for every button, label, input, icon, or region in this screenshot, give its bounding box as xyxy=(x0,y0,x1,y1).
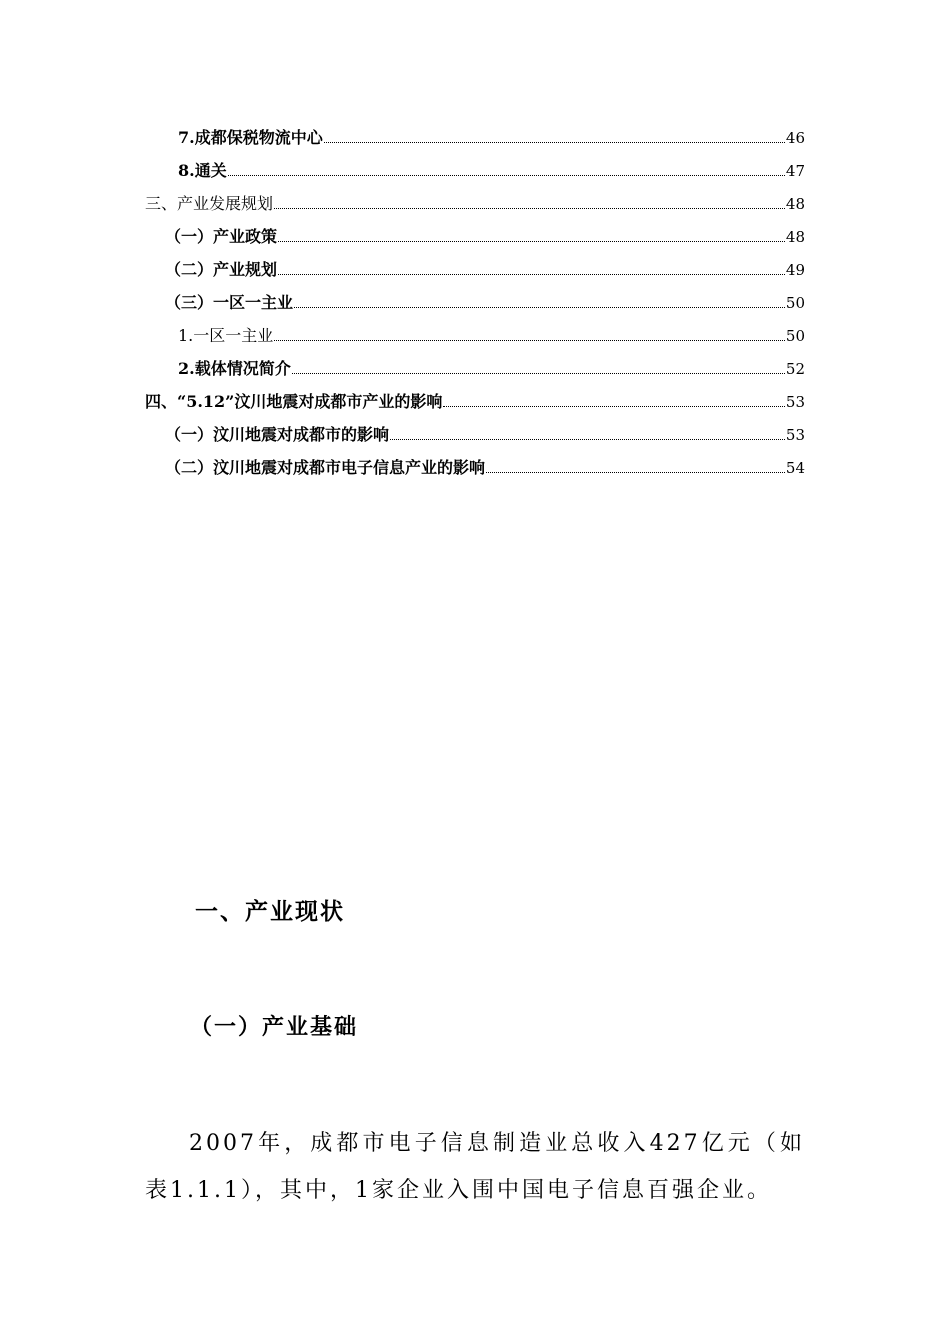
toc-leader-dots xyxy=(486,472,785,473)
toc-entry-label: 1.一区一主业 xyxy=(178,326,274,345)
toc-entry-label: （二）产业规划 xyxy=(165,260,278,279)
toc-entry[interactable] xyxy=(178,322,805,346)
toc-entry-page: 49 xyxy=(785,261,805,279)
toc-entry[interactable] xyxy=(165,421,805,445)
toc-entry[interactable] xyxy=(145,190,805,214)
toc-leader-dots xyxy=(294,307,785,308)
toc-entry-page: 53 xyxy=(785,393,805,411)
toc-entry-page: 53 xyxy=(785,426,805,444)
toc-entry-page: 50 xyxy=(785,294,805,312)
toc-entry[interactable] xyxy=(165,454,805,478)
toc-entry-page: 52 xyxy=(785,360,805,378)
toc-entry[interactable] xyxy=(145,388,805,412)
toc-leader-dots xyxy=(278,274,785,275)
toc-entry-label: （一）产业政策 xyxy=(165,227,278,246)
toc-leader-dots xyxy=(278,241,785,242)
toc-entry-label: 四、“5.12”汶川地震对成都市产业的影响 xyxy=(145,392,443,411)
toc-entry-label: 2.载体情况简介 xyxy=(178,359,291,378)
toc-entry[interactable] xyxy=(178,124,805,148)
toc-entry[interactable] xyxy=(178,355,805,379)
toc-entry-label: 三、产业发展规划 xyxy=(145,194,274,213)
toc-entry-page: 50 xyxy=(785,327,805,345)
toc-entry-page: 54 xyxy=(785,459,805,477)
toc-entry-label: （三）一区一主业 xyxy=(165,293,294,312)
toc-leader-dots xyxy=(292,373,785,374)
toc-entry-label: （一）汶川地震对成都市的影响 xyxy=(165,425,390,444)
toc-entry-label: 7.成都保税物流中心 xyxy=(178,128,323,147)
section-heading: 一、产业现状 xyxy=(195,899,345,925)
toc-entry-label: （二）汶川地震对成都市电子信息产业的影响 xyxy=(165,458,486,477)
toc-entry-page: 47 xyxy=(785,162,805,180)
toc-entry-label: 8.通关 xyxy=(178,161,227,180)
toc-entry[interactable] xyxy=(165,256,805,280)
toc-entry-page: 48 xyxy=(785,195,805,213)
toc-entry-page: 46 xyxy=(785,129,805,147)
toc-leader-dots xyxy=(390,439,785,440)
toc-entry-page: 48 xyxy=(785,228,805,246)
subsection-heading: （一）产业基础 xyxy=(190,1014,359,1040)
toc-leader-dots xyxy=(274,208,785,209)
toc-leader-dots xyxy=(274,340,785,341)
toc-leader-dots xyxy=(228,175,785,176)
toc-entry[interactable] xyxy=(178,157,805,181)
body-paragraph: 2007年，成都市电子信息制造业总收入427亿元（如表1.1.1），其中，1家企业入围中国电子信息百强企业。 xyxy=(145,1131,805,1203)
toc-entry[interactable] xyxy=(165,223,805,247)
toc-entry[interactable] xyxy=(165,289,805,313)
toc-leader-dots xyxy=(324,142,785,143)
toc-leader-dots xyxy=(443,406,785,407)
